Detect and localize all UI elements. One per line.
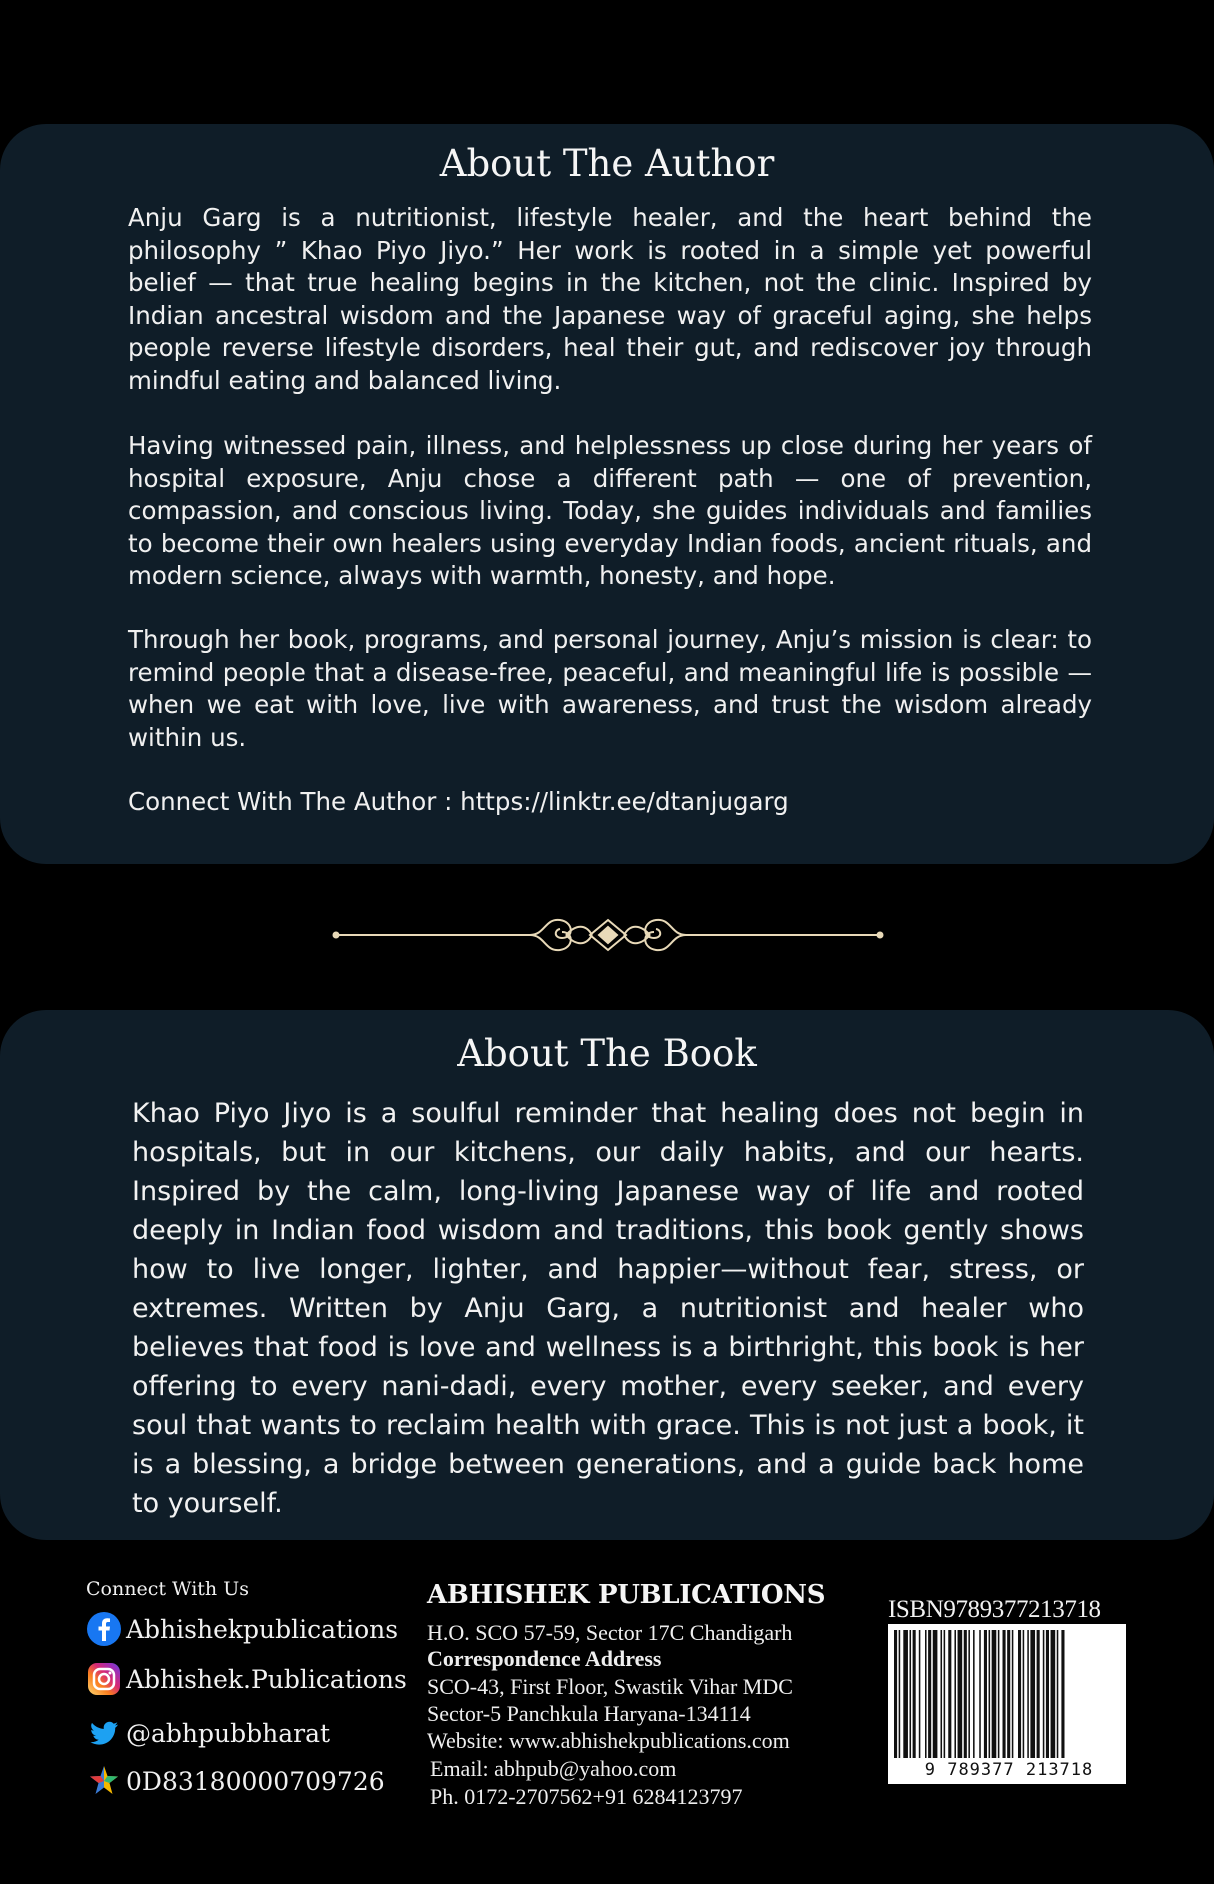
- about-book-panel: [0, 1010, 1214, 1540]
- facebook-handle: Abhishekpublications: [126, 1614, 399, 1644]
- correspondence-address-line1: SCO-43, First Floor, Swastik Vihar MDC: [427, 1674, 793, 1699]
- barcode-bar: [913, 1630, 916, 1758]
- barcode-bar: [919, 1630, 921, 1758]
- ornament-divider: [330, 910, 886, 960]
- publisher-phone: Ph. 0172-2707562+91 6284123797: [430, 1784, 743, 1809]
- isbn-barcode: [888, 1624, 1126, 1784]
- publisher-head-office: H.O. SCO 57-59, Sector 17C Chandigarh: [427, 1620, 793, 1645]
- barcode-bar: [894, 1630, 897, 1758]
- barcode-bar: [1012, 1630, 1014, 1758]
- barcode-bar: [1057, 1630, 1059, 1758]
- publisher-name: ABHISHEK PUBLICATIONS: [427, 1580, 826, 1610]
- barcode-bar: [1061, 1630, 1064, 1758]
- barcode-bar: [903, 1630, 908, 1758]
- barcode-bar: [1037, 1630, 1040, 1758]
- barcode-bar: [910, 1630, 912, 1758]
- barcode-bar: [899, 1630, 901, 1758]
- barcode-bar: [984, 1630, 987, 1758]
- barcode-bar: [964, 1630, 967, 1758]
- barcode-bar: [1023, 1630, 1025, 1758]
- barcode-digits: 9 789377 213718: [924, 1760, 1094, 1780]
- connect-with-us-label: Connect With Us: [86, 1578, 249, 1600]
- barcode-bar: [954, 1630, 956, 1758]
- about-author-title: About The Author: [439, 142, 775, 185]
- social-facebook-link[interactable]: [86, 1610, 398, 1648]
- barcode-bar: [1007, 1630, 1010, 1758]
- barcode-bar: [973, 1630, 975, 1758]
- correspondence-address-line2: Sector-5 Panchkula Haryana-134114: [427, 1701, 751, 1726]
- star-logo-icon: [86, 1763, 122, 1799]
- about-author-panel: [0, 124, 1214, 864]
- barcode-bar: [944, 1630, 946, 1758]
- barcode-bar: [928, 1630, 931, 1758]
- barcode-bar: [941, 1630, 943, 1758]
- twitter-handle: @abhpubbharat: [126, 1718, 331, 1748]
- barcode-bar: [989, 1630, 991, 1758]
- barcode-bar: [1018, 1630, 1021, 1758]
- author-paragraph-2: Having witnessed pain, illness, and helplessness up close during her years of hospital exposure, Anju chose a different path — one of prevention, compassion, and conscious living. Today, she guides individuals and families to become their own healers using everyday Indian foods, ancient rituals, and modern science, always with warmth, honesty, and hope.: [128, 431, 1092, 590]
- barcode-bar: [979, 1630, 981, 1758]
- social-instagram-link[interactable]: [86, 1660, 407, 1698]
- correspondence-label: Correspondence Address: [427, 1646, 662, 1671]
- barcode-bar: [1043, 1630, 1045, 1758]
- barcode-bar: [992, 1630, 997, 1758]
- barcode-bar: [1030, 1630, 1035, 1758]
- twitter-icon: [86, 1715, 122, 1751]
- author-paragraph-3: Through her book, programs, and personal journey, Anju’s mission is clear: to remind people that a disease-free, peaceful, and meaningful life is possible — when we eat with love, live with awareness, and trust the wisdom already within us.: [128, 625, 1092, 752]
- isbn-label: ISBN9789377213718: [888, 1596, 1101, 1623]
- publisher-website[interactable]: Website: www.abhishekpublications.com: [427, 1728, 790, 1753]
- barcode-bar: [1027, 1630, 1029, 1758]
- barcode-bar: [1051, 1630, 1056, 1758]
- barcode-bars: [894, 1630, 1124, 1758]
- instagram-icon: [86, 1661, 122, 1697]
- barcode-bar: [958, 1630, 963, 1758]
- book-description: Khao Piyo Jiyo is a soulful reminder that healing does not begin in hospitals, but in our kitchens, our daily habits, and our hearts. Inspired by the calm, long-living Japanese way of life and rooted deeply in Indian food wisdom and traditions, this book gently shows how to live longer, lighter, and happier—without fear, stress, or extremes. Written by Anju Garg, a nutritionist and healer who believes that food is love and wellness is a birthright, this book is her offering to every nani-dadi, every mother, every seeker, and every soul that wants to reclaim health with grace. This is not just a book, it is a blessing, a bridge between generations, and a guide back home to yourself.: [132, 1098, 1084, 1519]
- barcode-bar: [1003, 1630, 1006, 1758]
- social-other-link[interactable]: [86, 1762, 385, 1800]
- barcode-bar: [1046, 1630, 1049, 1758]
- barcode-bar: [933, 1630, 938, 1758]
- instagram-handle: Abhishek.Publications: [126, 1664, 407, 1694]
- other-handle: 0D83180000709726: [126, 1766, 385, 1796]
- barcode-bar: [998, 1630, 1000, 1758]
- publisher-email[interactable]: Email: abhpub@yahoo.com: [430, 1756, 677, 1781]
- about-book-title: About The Book: [457, 1032, 757, 1075]
- social-twitter-link[interactable]: [86, 1714, 330, 1752]
- facebook-icon: [86, 1611, 122, 1647]
- author-connect-link[interactable]: Connect With The Author : https://linktr.ee/dtanjugarg: [128, 787, 789, 816]
- author-paragraph-1: Anju Garg is a nutritionist, lifestyle healer, and the heart behind the philosophy ” Khao Piyo Jiyo.” Her work is rooted in a simple yet powerful belief — that true healing begins in the kitchen, not the clinic. Inspired by Indian ancestral wisdom and the Japanese way of graceful aging, she helps people reverse lifestyle disorders, heal their gut, and rediscover joy through mindful eating and balanced living.: [128, 203, 1092, 395]
- barcode-bar: [948, 1630, 951, 1758]
- barcode-bar: [968, 1630, 970, 1758]
- barcode-bar: [925, 1630, 927, 1758]
